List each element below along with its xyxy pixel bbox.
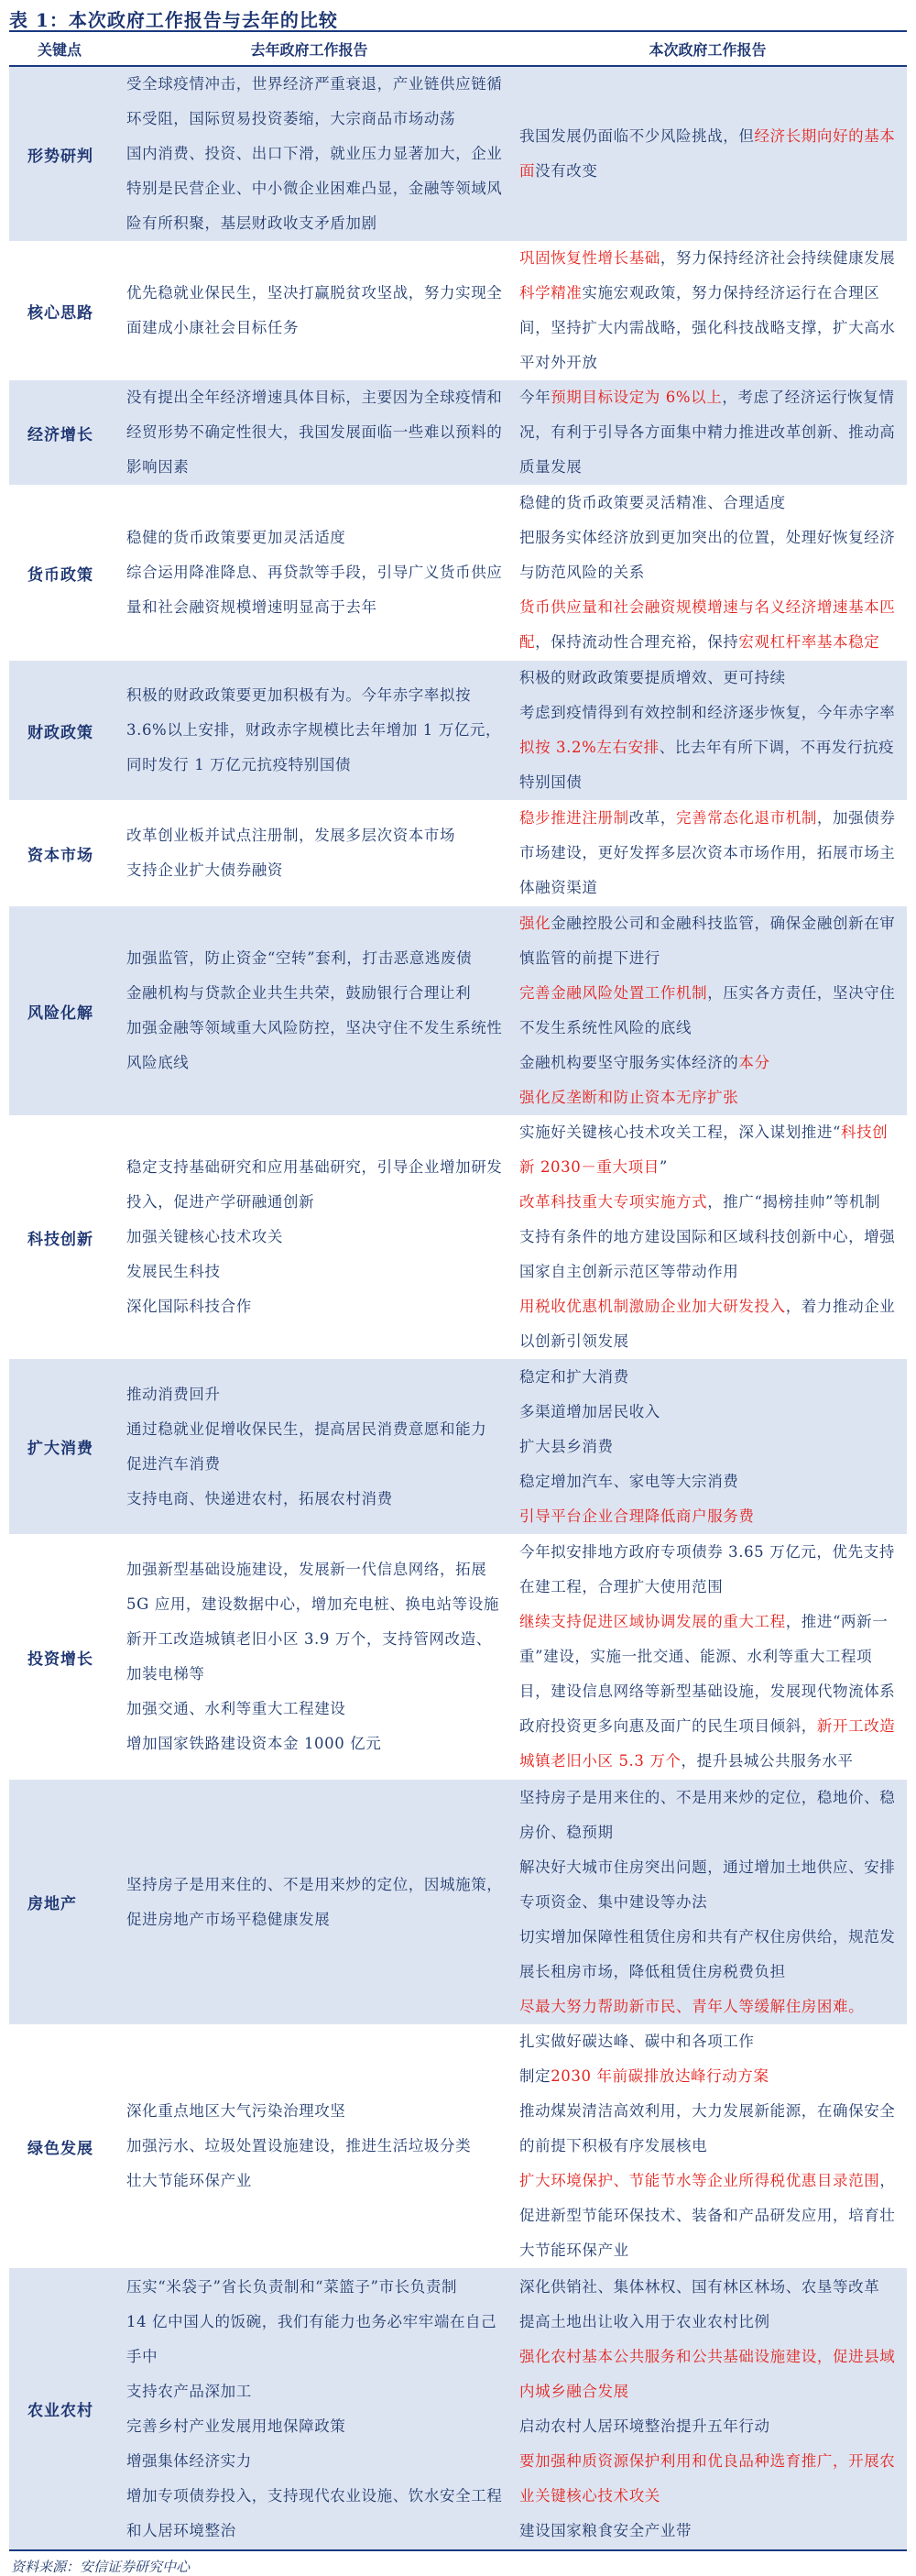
paragraph: 促进汽车消费 bbox=[126, 1454, 221, 1473]
text-segment: 今年 bbox=[519, 389, 551, 406]
paragraph: 加强关键核心技术攻关 bbox=[126, 1228, 283, 1245]
highlighted-text: 强化反垄断和防止资本无序扩张 bbox=[519, 1089, 739, 1106]
text-segment: 改革， bbox=[628, 809, 677, 827]
paragraph bbox=[519, 2444, 900, 2514]
current-report-cell bbox=[508, 67, 907, 241]
paragraph bbox=[519, 1046, 900, 1080]
highlighted-text: 要加强种质资源保护利用和优良品种选育推广，开展农业关键核心技术攻关 bbox=[519, 2451, 896, 2505]
highlighted-text: 继续支持促进区域协调发展的重大工程 bbox=[519, 1613, 786, 1630]
highlighted-text: 完善常态化退市机制 bbox=[676, 809, 817, 827]
row-key-label: 扩大消费 bbox=[27, 1440, 93, 1458]
row-key-label: 科技创新 bbox=[27, 1230, 93, 1249]
highlighted-text: 2030 年前碳排放达峰行动方案 bbox=[551, 2067, 769, 2085]
paragraph: 改革创业板并试点注册制，发展多层次资本市场 bbox=[126, 827, 456, 844]
paragraph bbox=[519, 380, 900, 485]
paragraph: 解决好大城市住房突出问题，通过增加土地供应、安排专项资金、集中建设等办法 bbox=[519, 1858, 896, 1911]
paragraph bbox=[519, 2059, 900, 2094]
paragraph: 国内消费、投资、出口下滑，就业压力显著加大，企业特别是民营企业、中小微企业困难凸显，金融等领域风险有所积聚，基层财政收支矛盾加剧 bbox=[126, 145, 503, 232]
paragraph bbox=[519, 119, 900, 189]
paragraph: 加强金融等领域重大风险防控，坚决守住不发生系统性风险底线 bbox=[126, 1019, 503, 1071]
paragraph: 把服务实体经济放到更加突出的位置，处理好恢复经济与防范风险的关系 bbox=[519, 529, 896, 581]
paragraph: 今年拟安排地方政府专项债券 3.65 万亿元，优先支持在建工程，合理扩大使用范围 bbox=[519, 1543, 895, 1595]
paragraph bbox=[519, 2340, 900, 2409]
text-segment: 没有改变 bbox=[535, 162, 598, 180]
text-segment: ，促进新型节能环保技术、装备和产品研发应用，培育壮大节能环保产业 bbox=[519, 2172, 896, 2259]
previous-report-cell bbox=[110, 1534, 508, 1780]
row-key-label: 绿色发展 bbox=[27, 2139, 93, 2158]
header-previous: 去年政府工作报告 bbox=[250, 40, 368, 59]
text-segment: ，压实各方责任，坚决守住不发生系统性风险的底线 bbox=[519, 984, 896, 1036]
highlighted-text: 拟按 3.2%左右安排 bbox=[519, 739, 660, 756]
paragraph: 通过稳就业促增收保民生，提高居民消费意愿和能力 bbox=[126, 1420, 487, 1438]
text-segment: ，着力推动企业以创新引领发展 bbox=[519, 1298, 896, 1350]
paragraph bbox=[519, 1605, 900, 1709]
highlighted-text: 扩大环境保护、节能节水等企业所得税优惠目录范围 bbox=[519, 2172, 880, 2189]
paragraph bbox=[519, 241, 900, 276]
previous-report-cell bbox=[110, 380, 508, 485]
table-row bbox=[9, 67, 907, 241]
paragraph bbox=[519, 1990, 900, 2024]
paragraph: 支持企业扩大债券融资 bbox=[126, 861, 283, 879]
current-report-cell bbox=[508, 1534, 907, 1780]
paragraph: 稳定增加汽车、家电等大宗消费 bbox=[519, 1472, 739, 1490]
comparison-table bbox=[9, 30, 907, 2551]
highlighted-text: 引导平台企业合理降低商户服务费 bbox=[519, 1507, 755, 1525]
table-row bbox=[9, 1359, 907, 1534]
row-key-label: 核心思路 bbox=[27, 303, 93, 323]
text-segment: 、比去年有所下调，不再发行抗疫特别国债 bbox=[519, 739, 895, 791]
highlighted-text: 科技创新 2030－重大项目 bbox=[519, 1124, 889, 1176]
text-segment: 金融控股公司和金融科技监管，确保金融创新在审慎监管的前提下进行 bbox=[519, 915, 896, 967]
paragraph: 支持有条件的地方建设国际和区域科技创新中心，增强国家自主创新示范区等带动作用 bbox=[519, 1228, 896, 1280]
highlighted-text: 用税收优惠机制激励企业加大研发投入 bbox=[519, 1298, 786, 1315]
header-key: 关键点 bbox=[37, 40, 82, 59]
paragraph bbox=[519, 801, 900, 905]
paragraph: 深化国际科技合作 bbox=[126, 1298, 252, 1315]
current-report-cell bbox=[508, 800, 907, 906]
row-key-label: 农业农村 bbox=[27, 2402, 93, 2420]
paragraph: 加强交通、水利等重大工程建设 bbox=[126, 1700, 346, 1717]
paragraph: 加强新型基础设施建设，发展新一代信息网络，拓展 5G 应用，建设数据中心，增加充电桩、换电站等设施 bbox=[126, 1561, 499, 1613]
table-header-row bbox=[9, 32, 907, 67]
paragraph: 建设国家粮食安全产业带 bbox=[519, 2521, 692, 2539]
text-segment: 我国发展仍面临不少风险挑战，但 bbox=[519, 127, 755, 145]
text-segment: 金融机构要坚守服务实体经济的 bbox=[519, 1054, 739, 1071]
paragraph: 推动煤炭清洁高效利用，大力发展新能源，在确保安全的前提下积极有序发展核电 bbox=[519, 2102, 896, 2154]
paragraph bbox=[519, 1185, 900, 1220]
text-segment: ，推广“揭榜挂帅”等机制 bbox=[707, 1193, 881, 1211]
paragraph bbox=[519, 1115, 900, 1185]
highlighted-text: 本分 bbox=[738, 1054, 770, 1071]
highlighted-text: 改革科技重大专项实施方式 bbox=[519, 1193, 708, 1211]
current-report-cell bbox=[508, 485, 907, 661]
paragraph: 支持电商、快递进农村，拓展农村消费 bbox=[126, 1489, 393, 1507]
table-row bbox=[9, 241, 907, 380]
paragraph bbox=[519, 976, 900, 1046]
paragraph: 稳健的货币政策要更加灵活适度 bbox=[126, 529, 346, 546]
paragraph: 支持农产品深加工 bbox=[126, 2382, 252, 2400]
paragraph: 受全球疫情冲击，世界经济严重衰退，产业链供应链循环受阻，国际贸易投资萎缩，大宗商品市场动荡 bbox=[126, 75, 503, 127]
paragraph: 坚持房子是用来住的、不是用来炒的定位，稳地价、稳房价、稳预期 bbox=[519, 1788, 896, 1841]
row-key-label: 经济增长 bbox=[27, 425, 93, 444]
paragraph: 发展民生科技 bbox=[126, 1263, 221, 1280]
previous-report-cell bbox=[110, 661, 508, 800]
current-report-cell bbox=[508, 1115, 907, 1359]
table-row bbox=[9, 1534, 907, 1780]
row-key-label: 形势研判 bbox=[27, 147, 93, 166]
current-report-cell bbox=[508, 661, 907, 800]
highlighted-text: 货币供应量和社会融资规模增速与名义经济增速基本匹配 bbox=[519, 598, 896, 651]
text-segment: 政府投资更多向惠及面广的民生项目倾斜， bbox=[519, 1717, 817, 1735]
paragraph: 稳定支持基础研究和应用基础研究，引导企业增加研发投入，促进产学研融通创新 bbox=[126, 1158, 503, 1211]
text-segment: ” bbox=[659, 1158, 668, 1176]
row-key-label: 货币政策 bbox=[27, 565, 93, 585]
previous-report-cell bbox=[110, 800, 508, 906]
text-segment: 考虑到疫情得到有效控制和经济逐步恢复，今年赤字率 bbox=[519, 704, 896, 721]
paragraph: 综合运用降准降息、再贷款等手段，引导广义货币供应量和社会融资规模增速明显高于去年 bbox=[126, 564, 503, 616]
highlighted-text: 预期目标设定为 6%以上 bbox=[551, 389, 723, 406]
current-report-cell bbox=[508, 241, 907, 380]
paragraph: 稳健的货币政策要灵活精准、合理适度 bbox=[519, 494, 786, 511]
table-body bbox=[9, 67, 907, 2549]
paragraph: 积极的财政政策要提质增效、更可持续 bbox=[519, 669, 786, 686]
current-report-cell bbox=[508, 1359, 907, 1534]
paragraph: 深化重点地区大气污染治理攻坚 bbox=[126, 2102, 346, 2120]
paragraph: 推动消费回升 bbox=[126, 1385, 221, 1403]
paragraph: 增加国家铁路建设资本金 1000 亿元 bbox=[126, 1735, 382, 1752]
paragraph bbox=[519, 1080, 900, 1115]
row-key-label: 房地产 bbox=[27, 1895, 77, 1913]
highlighted-text: 稳步推进注册制 bbox=[519, 809, 629, 827]
paragraph: 14 亿中国人的饭碗，我们有能力也务必牢牢端在自己手中 bbox=[126, 2312, 497, 2365]
table-row bbox=[9, 1780, 907, 2024]
table-row bbox=[9, 380, 907, 485]
paragraph: 提高土地出让收入用于农业农村比例 bbox=[519, 2312, 770, 2330]
current-report-cell bbox=[508, 906, 907, 1115]
paragraph: 坚持房子是用来住的、不是用来炒的定位，因城施策，促进房地产市场平稳健康发展 bbox=[126, 1875, 503, 1928]
previous-report-cell bbox=[110, 241, 508, 380]
paragraph bbox=[519, 906, 900, 976]
paragraph: 增强集体经济实力 bbox=[126, 2451, 252, 2470]
text-segment: ，推进“两新一重”建设，实施一批交通、能源、水利等重大工程项目，建设信息网络等新型基础设施，发展现代物流体系 bbox=[519, 1613, 896, 1700]
paragraph bbox=[519, 1499, 900, 1534]
text-segment: ，考虑了经济运行恢复情况，有利于引导各方面集中精力推进改革创新、推动高质量发展 bbox=[519, 389, 896, 476]
highlighted-text: 新开工改造城镇老旧小区 5.3 万个 bbox=[519, 1717, 896, 1770]
paragraph bbox=[519, 590, 900, 660]
current-report-cell bbox=[508, 1780, 907, 2024]
paragraph bbox=[519, 2164, 900, 2268]
table-row bbox=[9, 485, 907, 661]
previous-report-cell bbox=[110, 2268, 508, 2549]
highlighted-text: 强化 bbox=[519, 915, 551, 932]
paragraph bbox=[519, 1709, 900, 1779]
paragraph: 加强污水、垃圾处置设施建设，推进生活垃圾分类 bbox=[126, 2137, 472, 2154]
highlighted-text: 强化农村基本公共服务和公共基础设施建设，促进县域内城乡融合发展 bbox=[519, 2347, 896, 2400]
previous-report-cell bbox=[110, 485, 508, 661]
current-report-cell bbox=[508, 2268, 907, 2549]
row-key-label: 财政政策 bbox=[27, 723, 93, 742]
previous-report-cell bbox=[110, 1115, 508, 1359]
paragraph bbox=[519, 696, 900, 800]
paragraph: 壮大节能环保产业 bbox=[126, 2172, 252, 2189]
table-row bbox=[9, 2268, 907, 2549]
paragraph bbox=[519, 276, 900, 380]
table-row bbox=[9, 800, 907, 906]
header-current: 本次政府工作报告 bbox=[649, 40, 767, 59]
row-key-label: 资本市场 bbox=[27, 846, 93, 865]
table-row bbox=[9, 1115, 907, 1359]
text-segment: 制定 bbox=[519, 2067, 551, 2085]
paragraph: 积极的财政政策要更加积极有为。今年赤字率拟按 3.6%以上安排，财政赤字规模比去年增加 1 万亿元，同时发行 1 万亿元抗疫特别国债 bbox=[126, 686, 502, 773]
paragraph: 启动农村人居环境整治提升五年行动 bbox=[519, 2417, 770, 2435]
text-segment: 实施宏观政策，努力保持经济运行在合理区间，坚持扩大内需战略，强化科技战略支撑，扩大高水平对外开放 bbox=[519, 284, 896, 371]
paragraph: 金融机构与贷款企业共生共荣，鼓励银行合理让利 bbox=[126, 984, 472, 1002]
paragraph: 多渠道增加居民收入 bbox=[519, 1402, 660, 1420]
table-title: 表 1：本次政府工作报告与去年的比较 bbox=[9, 9, 338, 31]
paragraph: 扎实做好碳达峰、碳中和各项工作 bbox=[519, 2033, 755, 2050]
paragraph: 切实增加保障性租赁住房和共有产权住房供给，规范发展长租房市场，降低租赁住房税费负担 bbox=[519, 1927, 896, 1980]
current-report-cell bbox=[508, 2024, 907, 2268]
paragraph: 扩大县乡消费 bbox=[519, 1437, 614, 1455]
paragraph: 优先稳就业保民生，坚决打赢脱贫攻坚战，努力实现全面建成小康社会目标任务 bbox=[126, 284, 503, 336]
current-report-cell bbox=[508, 380, 907, 485]
paragraph: 加强监管，防止资金“空转”套利，打击恶意逃废债 bbox=[126, 949, 473, 967]
text-segment: ，加强债券市场建设，更好发挥多层次资本市场作用，拓展市场主体融资渠道 bbox=[519, 809, 896, 896]
previous-report-cell bbox=[110, 1780, 508, 2024]
paragraph: 增加专项债券投入，支持现代农业设施、饮水安全工程和人居环境整治 bbox=[126, 2486, 503, 2539]
paragraph: 新开工改造城镇老旧小区 3.9 万个，支持管网改造、加装电梯等 bbox=[126, 1630, 492, 1683]
table-row bbox=[9, 661, 907, 800]
previous-report-cell bbox=[110, 2024, 508, 2268]
previous-report-cell bbox=[110, 906, 508, 1115]
previous-report-cell bbox=[110, 67, 508, 241]
paragraph: 完善乡村产业发展用地保障政策 bbox=[126, 2417, 346, 2435]
row-key-label: 投资增长 bbox=[27, 1650, 93, 1669]
paragraph: 没有提出全年经济增速具体目标，主要因为全球疫情和经贸形势不确定性很大，我国发展面临一些难以预料的影响因素 bbox=[126, 389, 503, 476]
highlighted-text: 科学精准 bbox=[519, 284, 583, 301]
paragraph: 稳定和扩大消费 bbox=[519, 1367, 629, 1386]
previous-report-cell bbox=[110, 1359, 508, 1534]
table-row bbox=[9, 2024, 907, 2268]
paragraph: 压实“米袋子”省长负责制和“菜篮子”市长负责制 bbox=[126, 2277, 458, 2296]
text-segment: 实施好关键核心技术攻关工程，深入谋划推进“ bbox=[519, 1124, 842, 1141]
highlighted-text: 巩固恢复性增长基础 bbox=[519, 249, 660, 267]
text-segment: ，提升县城公共服务水平 bbox=[681, 1752, 854, 1770]
highlighted-text: 尽最大努力帮助新市民、青年人等缓解住房困难。 bbox=[519, 1997, 865, 2015]
table-row bbox=[9, 906, 907, 1115]
highlighted-text: 经济长期向好的基本面 bbox=[519, 127, 896, 180]
row-key-label: 风险化解 bbox=[27, 1003, 93, 1023]
text-segment: ，保持流动性合理充裕，保持 bbox=[535, 633, 739, 651]
highlighted-text: 宏观杠杆率基本稳定 bbox=[738, 633, 880, 651]
text-segment: ，努力保持经济社会持续健康发展 bbox=[660, 249, 896, 267]
paragraph bbox=[519, 1289, 900, 1359]
source-note: 资料来源：安信证券研究中心 bbox=[11, 2559, 191, 2575]
highlighted-text: 完善金融风险处置工作机制 bbox=[519, 984, 708, 1002]
paragraph: 深化供销社、集体林权、国有林区林场、农垦等改革 bbox=[519, 2277, 880, 2296]
